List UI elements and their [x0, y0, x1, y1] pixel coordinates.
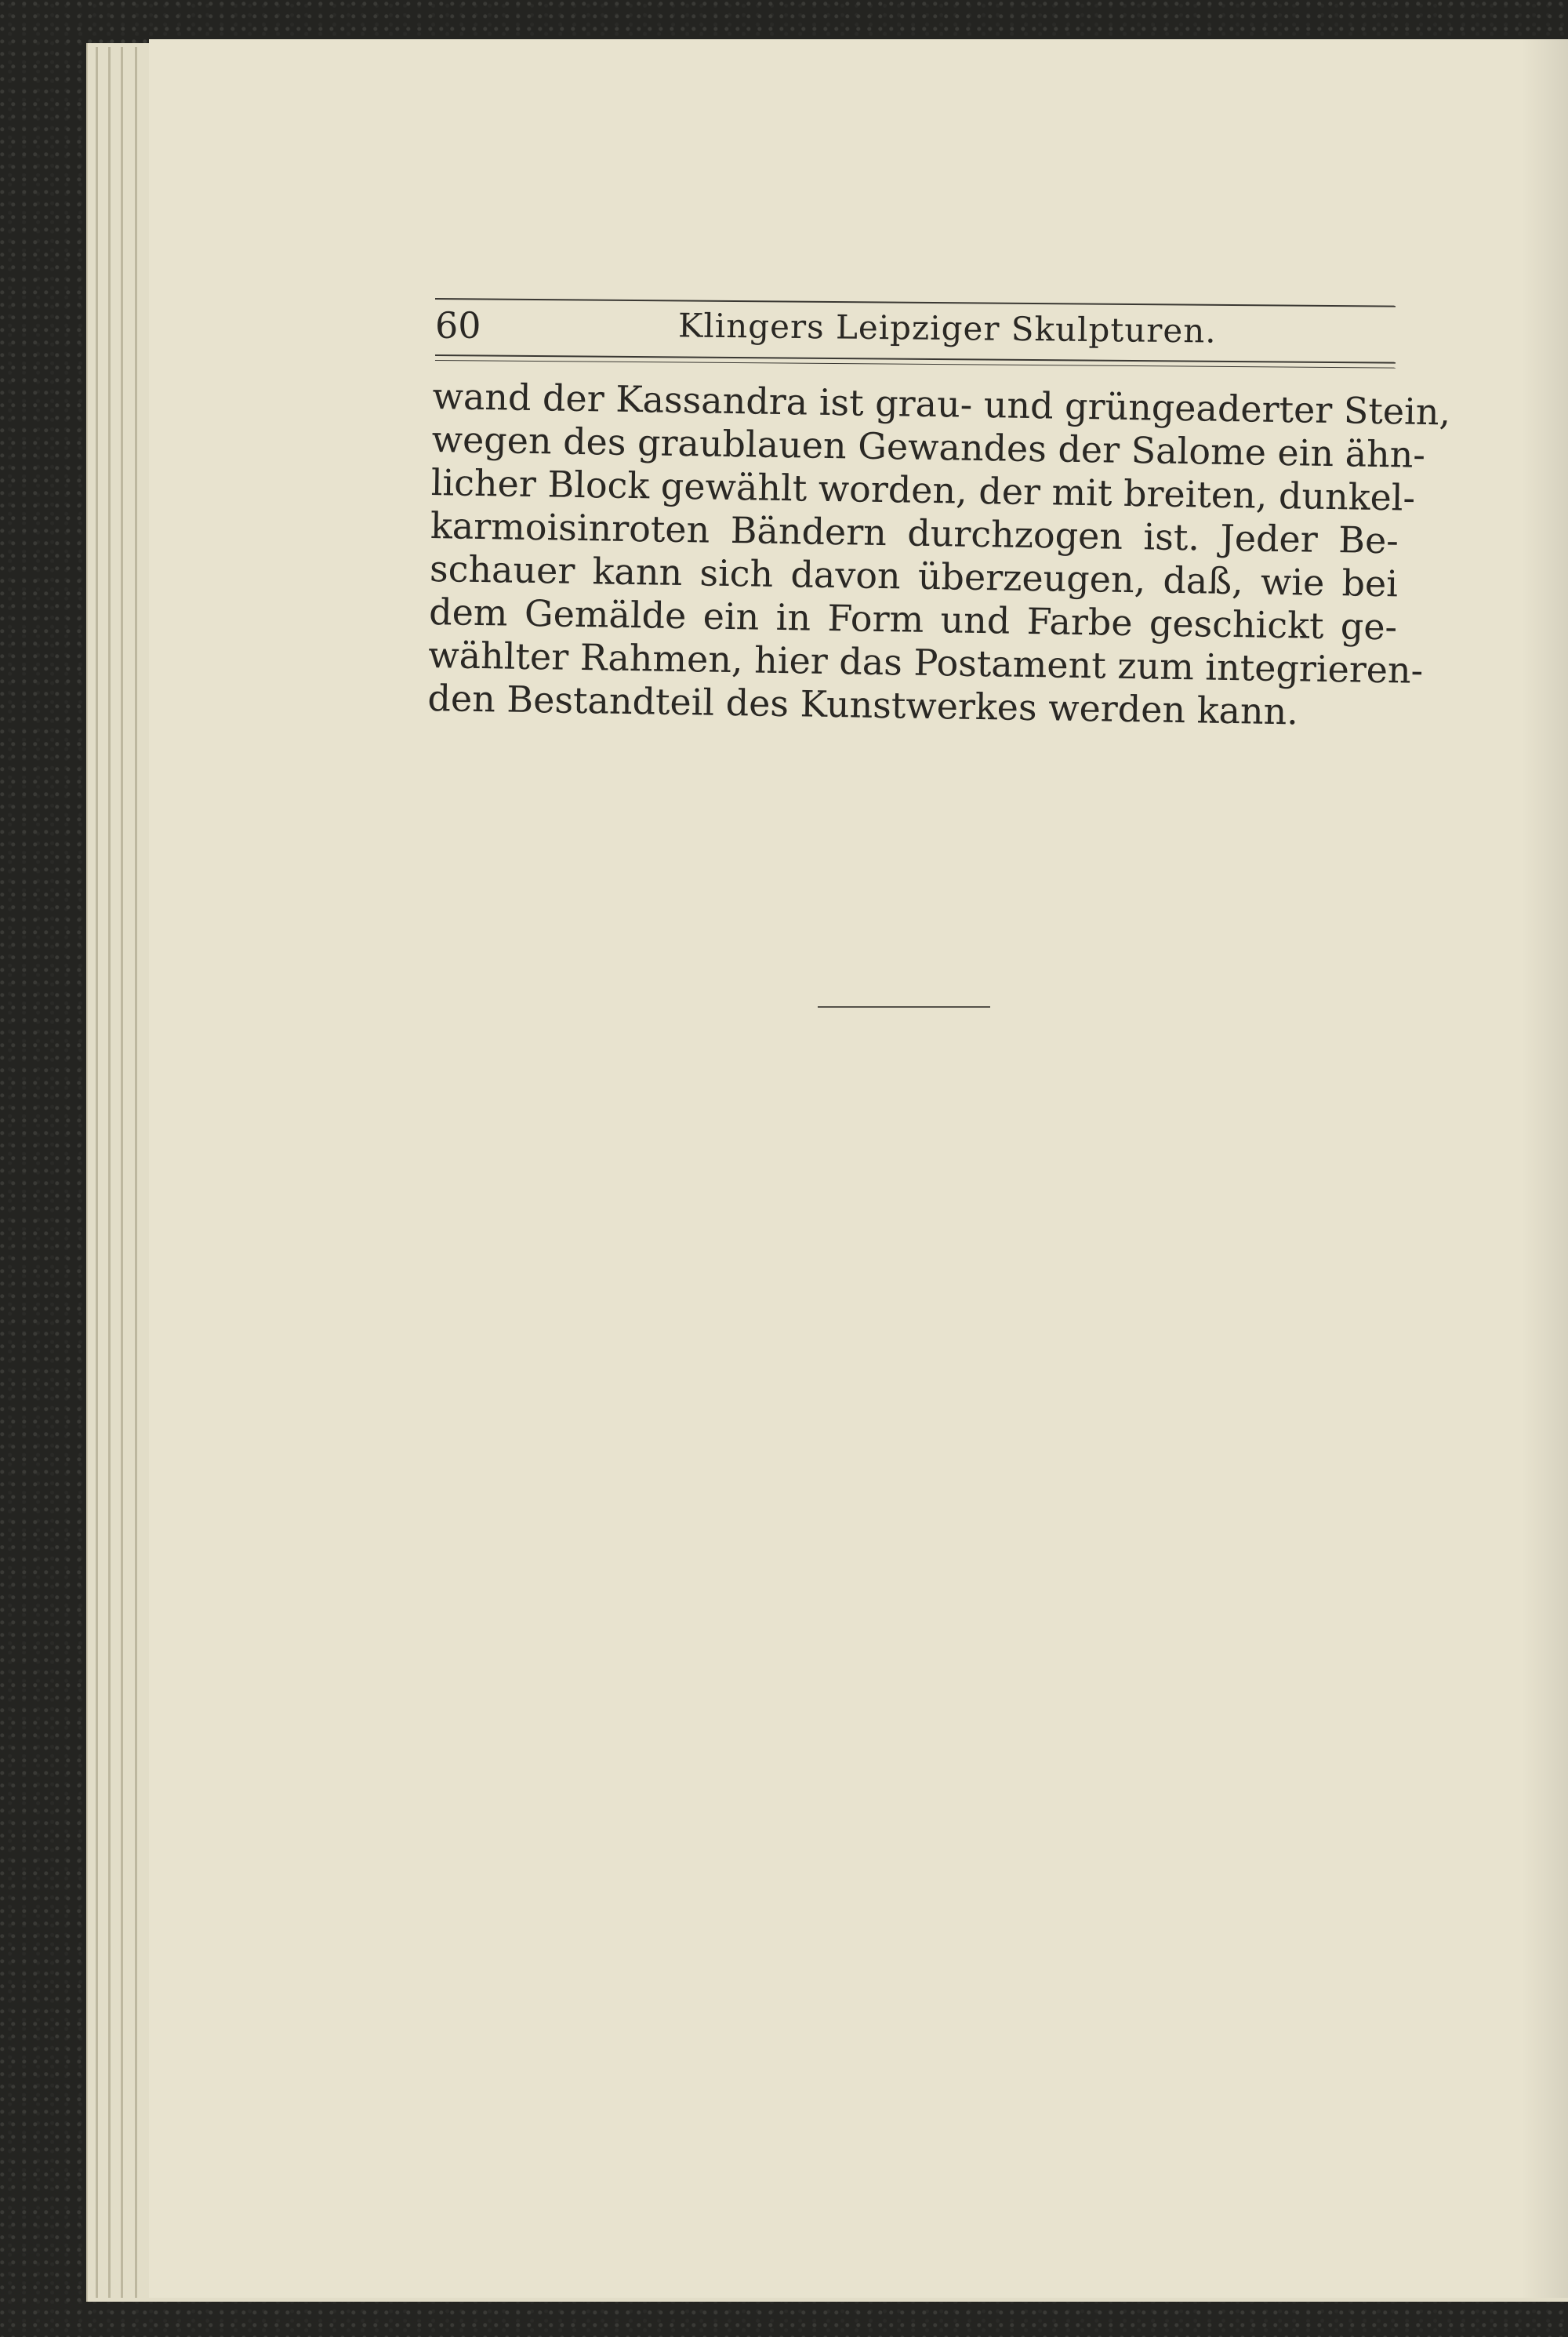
body-paragraph [427, 375, 1451, 735]
book-page [149, 39, 1568, 2298]
section-end-rule [818, 1006, 990, 1008]
text-line: wand der Kassandra ist grau- und grüngeaderter Stein, [432, 375, 1451, 434]
spine-shadow [1521, 39, 1568, 2298]
text-line: wählter Rahmen, hier das Postament zum integrieren- [427, 633, 1424, 692]
text-line: licher Block gewählt worden, der mit breiten, dunkel- [430, 460, 1416, 519]
header-rule-top [435, 298, 1396, 307]
header-rule-bottom [435, 354, 1396, 369]
text-line: karmoisinroten Bändern durchzogen ist. Jeder Be- [430, 503, 1399, 562]
page-edge [121, 47, 123, 2298]
page-edge [96, 47, 98, 2298]
text-line: dem Gemälde ein in Form und Farbe geschickt ge- [428, 590, 1398, 649]
text-line: den Bestandteil des Kunstwerkes werden kann. [427, 676, 1299, 733]
page-edge [108, 47, 111, 2298]
text-line: wegen des graublauen Gewandes der Salome ein ähn- [431, 417, 1426, 476]
running-header [435, 298, 1396, 376]
page-number: 60 [435, 304, 481, 347]
text-line: schauer kann sich davon überzeugen, daß, wie bei [429, 547, 1399, 605]
running-title: Klingers Leipziger Skulpturen. [677, 306, 1217, 351]
page-edge [135, 47, 137, 2298]
